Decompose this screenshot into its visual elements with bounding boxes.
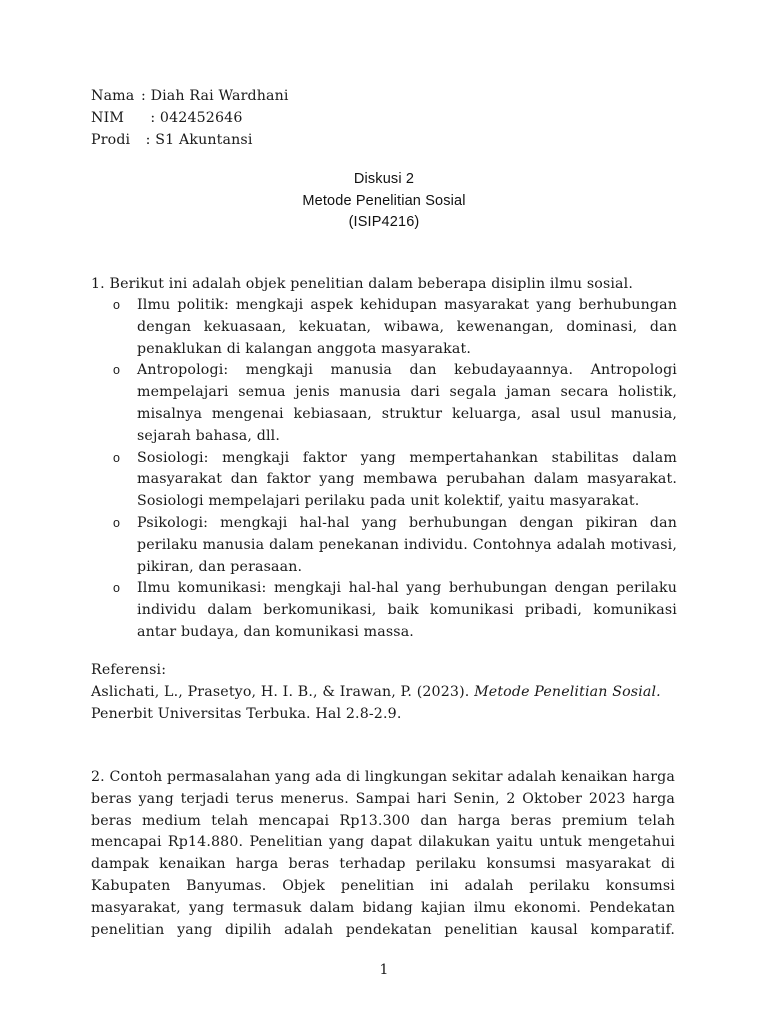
question-1	[91, 273, 677, 644]
list-item	[91, 513, 677, 578]
prodi-label: Prodi	[91, 132, 131, 148]
page-number: 1	[379, 962, 389, 978]
prodi-value: : S1 Akuntansi	[141, 132, 253, 148]
name-row	[91, 85, 289, 107]
reference-entry	[91, 681, 677, 703]
list-item-text: Antropologi: mengkaji manusia dan kebudayaannya. Antropologi mempelajari semua jenis manusia dari segala jaman secara holistik, misalnya mengenai kebiasaan, struktur keluarga, asal usul manusia, sejarah bahasa, dll.	[137, 362, 677, 444]
reference-book-title: Metode Penelitian Sosial.	[474, 684, 661, 700]
list-item	[91, 360, 677, 447]
name-value: : Diah Rai Wardhani	[141, 88, 289, 104]
student-info	[91, 85, 289, 151]
question-1-intro: 1. Berikut ini adalah objek penelitian dalam beberapa disiplin ilmu sosial.	[91, 276, 634, 292]
list-item	[91, 448, 677, 513]
reference-authors: Aslichati, L., Prasetyo, H. I. B., & Irawan, P. (2023).	[91, 684, 475, 700]
bullet-marker: o	[113, 515, 121, 530]
prodi-row	[91, 129, 289, 151]
bullet-marker: o	[113, 363, 121, 378]
nim-label: NIM	[91, 110, 124, 126]
list-item-text: Ilmu komunikasi: mengkaji hal-hal yang berhubungan dengan perilaku individu dalam berkomunikasi, baik komunikasi pribadi, komunikasi antar budaya, dan komunikasi massa.	[137, 580, 677, 640]
list-item-text: Ilmu politik: mengkaji aspek kehidupan masyarakat yang berhubungan dengan kekuasaan, kekuatan, wibawa, kewenangan, dominasi, dan penaklukan di kalangan anggota masyarakat.	[137, 297, 677, 357]
list-item-text: Sosiologi: mengkaji faktor yang mempertahankan stabilitas dalam masyarakat dan faktor yang membawa perubahan dalam masyarakat. Sosiologi mempelajari perilaku pada unit kolektif, yaitu masyarakat.	[137, 449, 677, 510]
references	[91, 659, 677, 725]
question-2: 2. Contoh permasalahan yang ada di lingkungan sekitar adalah kenaikan harga beras yang terjadi terus menerus. Sampai hari Senin, 2 Oktober 2023 harga beras medium telah mencapai Rp13.300 dan harga beras premium telah mencapai Rp14.880. Penelitian yang dapat dilakukan yaitu untuk mengetahui dampak kenaikan harga beras terhadap perilaku konsumsi masyarakat di Kabupaten Banyumas. Objek penelitian ini adalah perilaku konsumsi masyarakat, yang termasuk dalam bidang kajian ilmu ekonomi. Pendekatan penelitian yang dipilih adalah pendekatan penelitian kausal komparatif.	[91, 769, 675, 938]
nim-value: : 042452646	[141, 110, 243, 126]
bullet-marker: o	[113, 581, 121, 596]
references-heading: Referensi:	[91, 662, 167, 678]
list-item-text: Psikologi: mengkaji hal-hal yang berhubungan dengan pikiran dan perilaku manusia dalam penekanan individu. Contohnya adalah motivasi, pikiran, dan perasaan.	[137, 514, 677, 575]
nim-row	[91, 107, 289, 129]
list-item	[91, 295, 677, 360]
list-item	[91, 578, 677, 643]
title-line-2: Metode Penelitian Sosial	[302, 192, 466, 209]
bullet-marker: o	[113, 450, 121, 465]
title-line-1: Diskusi 2	[353, 171, 415, 187]
title-line-3: (ISIP4216)	[348, 214, 420, 230]
reference-publisher: Penerbit Universitas Terbuka. Hal 2.8-2.9.	[91, 706, 402, 722]
discipline-list	[91, 295, 677, 644]
bullet-marker: o	[113, 298, 121, 312]
document-title	[0, 169, 768, 234]
name-label: Nama	[91, 88, 135, 104]
